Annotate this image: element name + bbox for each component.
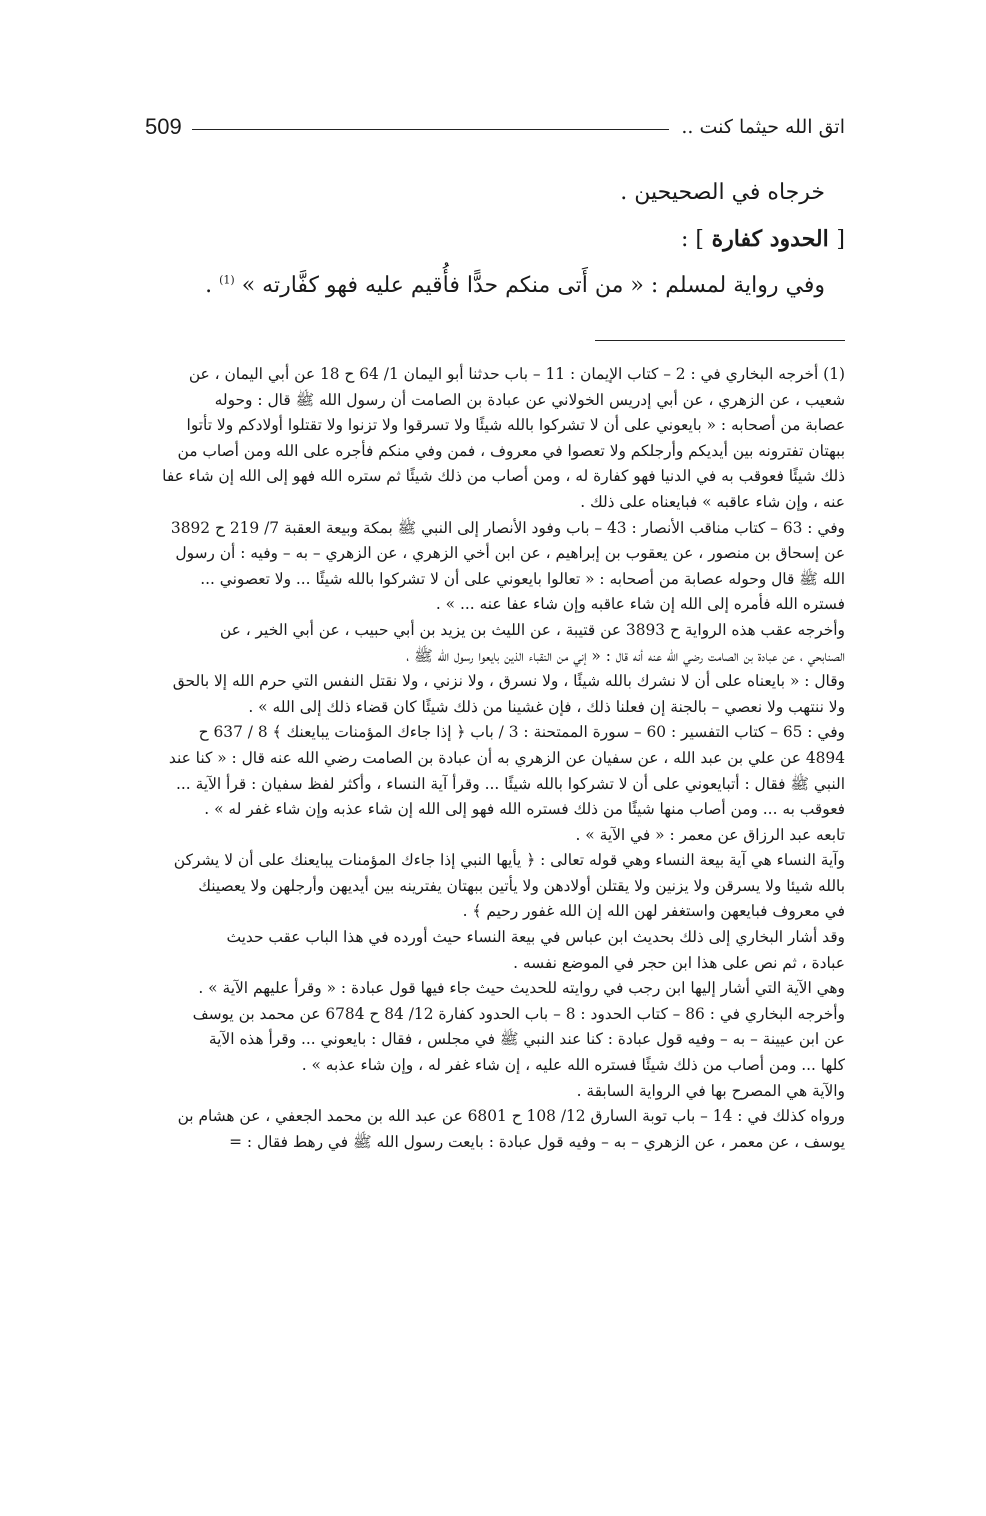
footnote-separator xyxy=(595,340,845,341)
footnote-line: والآية هي المصرح بها في الرواية السابقة . xyxy=(576,1081,845,1100)
footnote-line: فعوقب به ... ومن أصاب منها شيئًا من ذلك فستره الله فهو إلى الله إن شاء عذبه وإن شاء غفر له » . xyxy=(204,800,845,819)
footnote-line: ببهتان تفترونه بين أيديكم وأرجلكم ولا تعصوا في معروف ، فمن وفي منكم فأجره على الله ومن أصاب من xyxy=(177,441,845,460)
footnote-line: كلها ... ومن أصاب من ذلك شيئًا فستره الله عليه ، إن شاء غفر له ، وإن شاء عذبه » . xyxy=(301,1056,845,1075)
footnote-line: وقد أشار البخاري إلى ذلك بحديث ابن عباس في بيعة النساء حيث أورده في هذا الباب عقب حديث xyxy=(226,928,845,947)
main-text xyxy=(145,170,845,309)
main-line-3-end: . xyxy=(205,273,220,298)
footnote-line: فستره الله فأمره إلى الله إن شاء عاقبه وإن شاء عفا عنه ... » . xyxy=(435,595,845,614)
footnote-line: وأخرجه عقب هذه الرواية ح 3893 عن قتيبة ، عن الليث بن يزيد بن أبي حبيب ، عن أبي الخير ، عن xyxy=(219,620,845,639)
footnote-line: في معروف فبايعهن واستغفر لهن الله إن الله غفور رحيم ﴾ . xyxy=(462,902,845,921)
running-header xyxy=(145,112,845,142)
footnote-line: ولا ننتهب ولا نعصي – بالجنة إن فعلنا ذلك ، فإن غشينا من ذلك شيئًا كان قضاء ذلك إلى الله » . xyxy=(248,697,845,716)
heading-bracket-open: [ xyxy=(836,227,845,252)
footnote-line: وأخرجه البخاري في : 86 – كتاب الحدود : 8 – باب الحدود كفارة 12/ 84 ح 6784 عن محمد بن يوسف xyxy=(192,1004,845,1023)
page-number: 509 xyxy=(145,114,182,139)
section-heading xyxy=(145,216,845,263)
footnote-line: وقال : « بايعناه على أن لا نشرك بالله شيئًا ، ولا نسرق ، ولا نزني ، ولا نقتل النفس التي حرم الله إلا بالحق xyxy=(172,672,845,691)
footnote-ref: (1) xyxy=(219,273,235,287)
heading-bracket-close: ] : xyxy=(680,227,704,252)
heading-text: الحدود كفارة xyxy=(711,226,829,252)
footnote-line: وهي الآية التي أشار إليها ابن رجب في روايته للحديث حيث جاء فيها قول عبادة : « وقرأ عليهم الآية » . xyxy=(198,979,845,998)
footnote-line: عن إسحاق بن منصور ، عن يعقوب بن إبراهيم ، عن ابن أخي الزهري ، عن الزهري – به – وفيه : أن رسول xyxy=(175,544,845,563)
footnote-line: عصابة من أصحابه : « بايعوني على أن لا تشركوا بالله شيئًا ولا تسرقوا ولا تزنوا ولا تقتلوا أولادكم ولا تأتوا xyxy=(186,416,845,435)
footnote-line: يوسف ، عن معمر ، عن الزهري – به – وفيه قول عبادة : بايعت رسول الله ﷺ في رهط فقال : = xyxy=(229,1132,845,1151)
footnote-line: وفي : 65 – كتاب التفسير : 60 – سورة الممتحنة : 3 / باب ﴿ إذا جاءك المؤمنات يبايعنك ﴾ 8 / 637 ح xyxy=(198,723,845,742)
muslim-narration: وفي رواية لمسلم : « من أَتى منكم حدًّا فأُقيم عليه فهو كفَّارته » xyxy=(241,273,825,298)
footnote-line: بالله شيئا ولا يسرقن ولا يزنين ولا يقتلن أولادهن ولا يأتين ببهتان يفترينه بين أيديهن وأرجلهن ولا يعصينك xyxy=(198,876,845,895)
main-line-1: خرجاه في الصحيحين . xyxy=(620,180,825,205)
footnote-line: 4894 عن علي بن عبد الله ، عن سفيان عن الزهري به أن عبادة بن الصامت رضي الله عنه قال : « كنا عند xyxy=(168,748,845,767)
footnote-line: عن ابن عيينة – به – وفيه قول عبادة : كنا عند النبي ﷺ في مجلس ، فقال : بايعوني ... وقرأ هذه الآية xyxy=(208,1030,845,1049)
footnote-line: عبادة ، ثم نص على هذا ابن حجر في الموضع نفسه . xyxy=(513,953,845,972)
footnote-line: تابعه عبد الرزاق عن معمر : « في الآية » . xyxy=(575,825,845,844)
footnote-line: شعيب ، عن الزهري ، عن أبي إدريس الخولاني عن عبادة بن الصامت أن رسول الله ﷺ قال : وحوله xyxy=(214,390,845,409)
footnote-line: ورواه كذلك في : 14 – باب توبة السارق 12/ 108 ح 6801 عن عبد الله بن محمد الجعفي ، عن هشام بن xyxy=(177,1107,845,1126)
header-rule xyxy=(192,129,670,130)
footnote-line: وفي : 63 – كتاب مناقب الأنصار : 43 – باب وفود الأنصار إلى النبي ﷺ بمكة وبيعة العقبة 7/ 219 ح 3892 xyxy=(170,518,845,537)
footnote-line: وآية النساء هي آية بيعة النساء وهي قوله تعالى : ﴿ يأيها النبي إذا جاءك المؤمنات يبايعنك على أن لا يشركن xyxy=(173,851,845,870)
main-line-3 xyxy=(145,263,845,309)
footnote-line: (1) أخرجه البخاري في : 2 – كتاب الإيمان : 11 – باب حدثنا أبو اليمان 1/ 64 ح 18 عن أبي اليمان ، عن xyxy=(188,365,845,383)
footnote-line: الصنابحي ، عن عبادة بن الصامت رضي الله عنه أنه قال : « إني من النقباء الذين بايعوا رسول الله ﷺ ، xyxy=(406,646,845,665)
footnotes xyxy=(145,362,845,1155)
running-title: اتق الله حيثما كنت .. xyxy=(681,116,845,138)
footnote-line: عنه ، وإن شاء عاقبه » فبايعناه على ذلك . xyxy=(580,492,845,511)
footnote-line: الله ﷺ قال وحوله عصابة من أصحابه : « تعالوا بايعوني على أن لا تشركوا بالله شيئًا ... ولا تعصوني ... xyxy=(200,569,845,588)
footnote-line: ذلك شيئًا فعوقب به في الدنيا فهو كفارة له ، ومن أصاب من ذلك شيئًا ثم ستره الله فهو إلى الله إن شاء عفا xyxy=(162,467,845,486)
footnote-line: النبي ﷺ فقال : أتبايعوني على أن لا تشركوا بالله شيئًا ... وقرأ آية النساء ، وأكثر لفظ سفيان : قرأ الآية ... xyxy=(176,774,845,793)
